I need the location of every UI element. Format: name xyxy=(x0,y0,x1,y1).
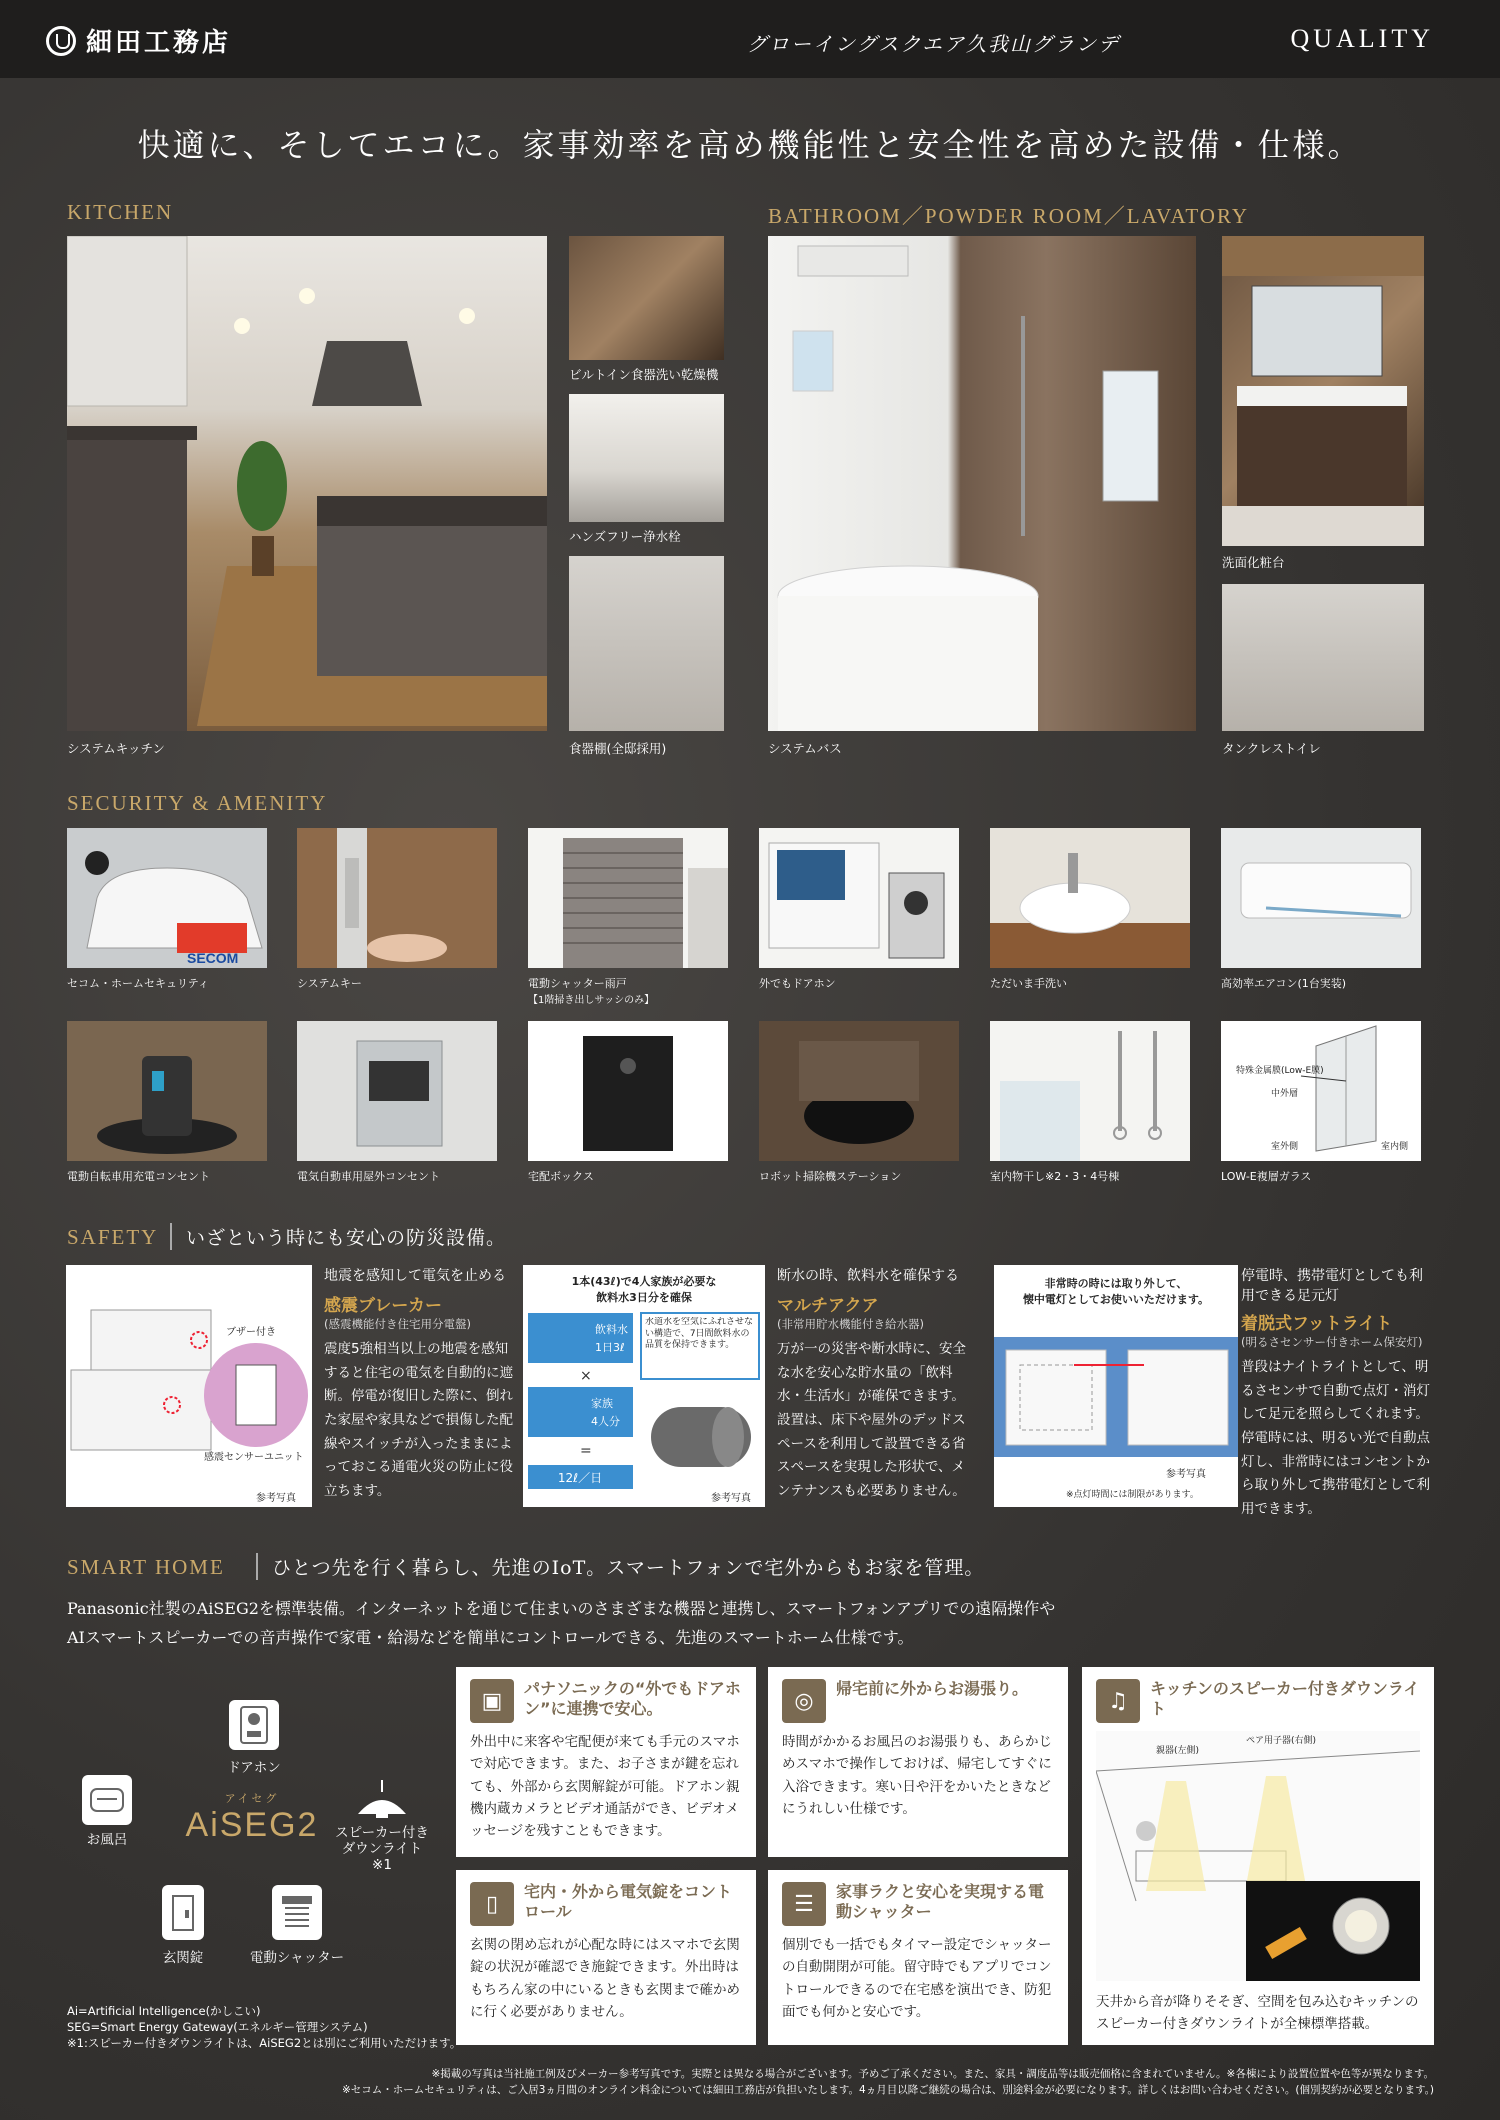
drying-rack-photo xyxy=(990,1021,1190,1161)
aqua-label-ref: 参考写真 xyxy=(711,1493,751,1504)
robot-illustration xyxy=(759,1021,959,1161)
doorphone-label: ドアホン xyxy=(227,1760,281,1776)
footlight-text-block xyxy=(1241,1265,1436,1521)
card-shutter-icon: ☰ xyxy=(782,1882,826,1926)
aqua-label-family: 家族 xyxy=(591,1397,613,1410)
aiseg-name: AiSEG2 xyxy=(185,1806,319,1844)
card-lock xyxy=(456,1870,756,2045)
footlight-illustration xyxy=(994,1265,1238,1507)
breaker-note: (感震機能付き住宅用分電盤) xyxy=(324,1317,471,1331)
card-shutter-body: 個別でも一括でもタイマー設定でシャッターの自動開閉が可能。留守時でもアプリでコントロールできるので在宅感を演出でき、防犯面でも何かと安心です。 xyxy=(782,1937,1052,2020)
vanity-illustration xyxy=(1222,236,1424,546)
page-headline: 快適に、そしてエコに。家事効率を高め機能性と安全性を高めた設備・仕様。 xyxy=(137,126,1363,164)
card-lock-icon: ▯ xyxy=(470,1882,514,1926)
safety-section-title: SAFETY xyxy=(67,1225,159,1249)
breaker-label-buzzer: ブザー付き xyxy=(226,1327,276,1338)
card-bath-body: 時間がかかるお風呂のお湯張りも、あらかじめスマホで操作しておけば、帰宅してすぐに入浴できます。寒い日や汗をかいたときなどにうれしい仕様です。 xyxy=(782,1734,1052,1817)
smart-notes xyxy=(67,2003,461,2051)
aqua-label-water: 飲料水 xyxy=(595,1323,628,1336)
shutter-photo xyxy=(528,828,728,968)
speaker-downlight-icon xyxy=(352,1780,412,1830)
breaker-label-sensor: 感震センサーユニット xyxy=(204,1452,304,1463)
smart-note-speaker: ※1:スピーカー付きダウンライトは、AiSEG2とは別にご利用いただけます。 xyxy=(67,2036,462,2051)
breaker-body: 震度5強相当以上の地震を感知すると住宅の電気を自動的に遮断。停電が復旧した際に、倒れた家屋や家具などで損傷した配線やスイッチが入ったままによっておこる通電火災の防止に役立ちます。 xyxy=(324,1341,513,1499)
aqua-label-total: 12ℓ／日 xyxy=(557,1471,603,1485)
ev-outlet-caption: 電気自動車用屋外コンセント xyxy=(297,1170,440,1183)
bath-icon xyxy=(82,1775,132,1825)
footlight-note: (明るさセンサー付きホーム保安灯) xyxy=(1241,1335,1423,1349)
safety-subtitle: いざという時にも安心の防災設備。 xyxy=(170,1223,506,1250)
bath-label: お風呂 xyxy=(86,1832,128,1848)
card-lock-title: 宅内・外から電気錠をコントロール xyxy=(524,1882,733,1921)
property-name: グローイングスクエア久我山グランデ xyxy=(747,32,1120,56)
aiseg-logo xyxy=(177,1790,327,1845)
doorphone-illustration xyxy=(759,828,959,968)
footlight-label-limit: ※点灯時間には制限があります。 xyxy=(1066,1490,1199,1500)
doorphone-caption: 外でもドアホン xyxy=(759,977,836,990)
secom-car-illustration xyxy=(67,828,267,968)
breaker-image xyxy=(66,1265,312,1507)
footlight-image xyxy=(994,1265,1238,1507)
breaker-name: 感震ブレーカー xyxy=(324,1296,442,1316)
door-handle-illustration xyxy=(297,828,497,968)
breaker-text-block xyxy=(324,1265,514,1503)
faucet-caption: ハンズフリー浄水栓 xyxy=(569,529,681,544)
handwash-photo xyxy=(990,828,1190,968)
security-section-title: SECURITY & AMENITY xyxy=(67,791,328,815)
shutter-illustration xyxy=(528,828,728,968)
secom-logo-text: SECOM xyxy=(187,950,239,966)
aqua-label-perday: 1日3ℓ xyxy=(595,1341,625,1354)
smart-note-seg: SEG=Smart Energy Gateway(エネルギー管理システム) xyxy=(67,2020,368,2035)
smart-intro-line1: Panasonic社製のAiSEG2を標準装備。インターネットを通じて住まいのさまざまな機器と連携し、スマートフォンアプリでの遠隔操作や xyxy=(67,1599,1056,1618)
handwash-illustration xyxy=(990,828,1190,968)
multi-aqua-text-block xyxy=(777,1265,977,1503)
toilet-caption: タンクレストイレ xyxy=(1222,741,1321,756)
door-lock-icon xyxy=(162,1885,204,1940)
card-bath xyxy=(768,1667,1068,1857)
aqua-label-equals: = xyxy=(580,1443,592,1459)
speaker-room-illustration xyxy=(1096,1731,1420,1981)
card-bath-title: 帰宅前に外からお湯張り。 xyxy=(836,1679,1029,1698)
system-key-photo xyxy=(297,828,497,968)
card-bath-icon: ◎ xyxy=(782,1679,826,1723)
bath-illustration xyxy=(768,236,1196,731)
system-key-caption: システムキー xyxy=(297,977,362,990)
multi-aqua-heading: 断水の時、飲料水を確保する xyxy=(777,1268,959,1284)
footlight-heading: 停電時、携帯電灯としても利用できる足元灯 xyxy=(1241,1268,1423,1304)
quality-label: QUALITY xyxy=(1290,24,1434,53)
card-speaker xyxy=(1082,1667,1434,2045)
aircon-caption: 高効率エアコン(1台実装) xyxy=(1221,977,1347,990)
smart-note-ai: Ai=Artificial Intelligence(かしこい) xyxy=(67,2004,261,2018)
system-bath-caption: システムバス xyxy=(768,741,842,756)
system-kitchen-photo xyxy=(67,236,547,731)
robot-station-caption: ロボット掃除機ステーション xyxy=(759,1170,902,1183)
glass-label-coating: 特殊金属膜(Low-E膜) xyxy=(1236,1066,1324,1076)
card-doorphone xyxy=(456,1667,756,1857)
faucet-photo xyxy=(569,394,724,522)
card-speaker-title: キッチンのスピーカー付きダウンライト xyxy=(1150,1679,1420,1718)
card-doorphone-body: 外出中に来客や宅配便が来ても手元のスマホで対応できます。また、お子さまが鍵を忘れても、外部から玄関解錠が可能。ドアホン親機内蔵カメラとビデオ通話ができ、ビデオメッセージを残すこともできます。 xyxy=(470,1734,740,1840)
company-emblem-icon xyxy=(46,26,76,56)
footer-notes xyxy=(342,2066,1434,2099)
multi-aqua-image xyxy=(523,1265,765,1507)
ebike-charger-caption: 電動自転車用充電コンセント xyxy=(67,1170,210,1183)
footlight-label-ref: 参考写真 xyxy=(1166,1469,1206,1480)
handwash-caption: ただいま手洗い xyxy=(990,977,1067,990)
door-lock-label: 玄関錠 xyxy=(162,1950,204,1966)
shutter-note: 【1階掃き出しサッシのみ】 xyxy=(528,995,655,1006)
glass-label-layer: 中外層 xyxy=(1271,1089,1299,1099)
ev-outlet-illustration xyxy=(297,1021,497,1161)
multi-aqua-note: (非常用貯水機能付き給水器) xyxy=(777,1317,924,1331)
card-shutter-title: 家事ラクと安心を実現する電動シャッター xyxy=(836,1882,1045,1921)
speaker-downlight-label: スピーカー付き ダウンライト※1 xyxy=(335,1825,429,1874)
dishwasher-caption: ビルトイン食器洗い乾燥機 xyxy=(569,367,719,382)
delivery-box-photo xyxy=(528,1021,728,1161)
breaker-heading: 地震を感知して電気を止める xyxy=(324,1268,506,1284)
aircon-illustration xyxy=(1221,828,1421,968)
drying-rack-caption: 室内物干し※2・3・4号棟 xyxy=(990,1170,1120,1183)
card-speaker-body: 天井から音が降りそそぎ、空間を包み込むキッチンのスピーカー付きダウンライトが全棟標準搭載。 xyxy=(1096,1994,1419,2033)
glass-diagram xyxy=(1221,1021,1421,1161)
delivery-box-illustration xyxy=(528,1021,728,1161)
multi-aqua-name: マルチアクア xyxy=(777,1296,879,1316)
aqua-quality-note-wrap xyxy=(645,1317,757,1377)
card-shutter xyxy=(768,1870,1068,2045)
footlight-body: 普段はナイトライトとして、明るさセンサで自動で点灯・消灯して足元を照らしてくれます。停電時には、明るい光で自動点灯し、非常時にはコンセントから取り外して携帯電灯として利用できます。 xyxy=(1241,1359,1430,1517)
aqua-quality-note: 水道水を空気にふれさせない構造で、7日間飲料水の品質を保持できます。 xyxy=(645,1317,754,1351)
aiseg-diagram xyxy=(67,1680,437,1980)
footlight-name: 着脱式フットライト xyxy=(1241,1314,1393,1334)
charger-illustration xyxy=(67,1021,267,1161)
bathroom-section-title: BATHROOM／POWDER ROOM／LAVATORY xyxy=(768,204,1249,228)
lowe-glass-caption: LOW-E複層ガラス xyxy=(1221,1170,1312,1183)
ev-outlet-photo xyxy=(297,1021,497,1161)
aqua-label-line2: 飲料水3日分を確保 xyxy=(596,1291,692,1304)
smart-subtitle: ひとつ先を行く暮らし、先進のIoT。スマートフォンで宅外からもお家を管理。 xyxy=(256,1553,984,1580)
smart-section-title: SMART HOME xyxy=(67,1555,225,1579)
shutter-icon xyxy=(272,1885,322,1940)
glass-label-inside: 室内側 xyxy=(1381,1142,1409,1152)
card-lock-body: 玄関の閉め忘れが心配な時にはスマホで玄関錠の状況が確認でき施錠できます。外出時はもちろん家の中にいるときも玄関まで確かめに行く必要がありません。 xyxy=(470,1937,740,2020)
footlight-label-line1: 非常時の時には取り外して、 xyxy=(1044,1277,1188,1290)
aircon-photo xyxy=(1221,828,1421,968)
aqua-label-line1: 1本(43ℓ)で4人家族が必要な xyxy=(571,1275,717,1288)
system-kitchen-caption: システムキッチン xyxy=(67,741,165,756)
cupboard-photo xyxy=(569,556,724,731)
lowe-glass-photo xyxy=(1221,1021,1421,1161)
speaker-label-master: 親器(左側) xyxy=(1156,1746,1200,1756)
company-name: 細田工務店 xyxy=(86,28,232,58)
doorphone-icon xyxy=(229,1700,279,1750)
multi-aqua-body: 万が一の災害や断水時に、安全な水を安心な貯水量の「飲料水・生活水」が確保できます。設置は、床下や屋外のデッドスペースを利用して設置できる省スペースを実現した形状で、メンテナンスも必要ありません。 xyxy=(777,1341,966,1499)
smart-intro-line2: AIスマートスピーカーでの音声操作で家電・給湯などを簡単にコントロールできる、先進のスマートホーム仕様です。 xyxy=(67,1627,914,1647)
drying-rack-illustration xyxy=(990,1021,1190,1161)
vanity-caption: 洗面化粧台 xyxy=(1222,555,1285,570)
secom-photo xyxy=(67,828,267,968)
card-doorphone-icon: ▣ xyxy=(470,1679,514,1723)
secom-caption: セコム・ホームセキュリティ xyxy=(67,977,209,990)
smart-intro xyxy=(67,1595,1447,1653)
footlight-label-line2: 懐中電灯としてお使いいただけます。 xyxy=(1022,1293,1210,1306)
card-speaker-icon: ♫ xyxy=(1096,1679,1140,1723)
shutter-label: 電動シャッター xyxy=(249,1950,345,1966)
breaker-illustration xyxy=(66,1265,312,1507)
robot-station-photo xyxy=(759,1021,959,1161)
doorphone-photo xyxy=(759,828,959,968)
ebike-charger-photo xyxy=(67,1021,267,1161)
speaker-label-pair: ペア用子器(右側) xyxy=(1246,1736,1317,1746)
vanity-photo xyxy=(1222,236,1424,546)
breaker-label-ref: 参考写真 xyxy=(256,1493,296,1504)
card-doorphone-title: パナソニックの“外でもドアホン”に連携で安心。 xyxy=(524,1679,741,1718)
company-logo[interactable] xyxy=(46,22,231,59)
footer-note-photos: ※掲載の写真は当社施工例及びメーカー参考写真です。実際とは異なる場合がございます。予めご了承ください。また、家具・調度品等は販売価格に含まれていません。※各棟により設置位置や色等が異なります。 xyxy=(431,2068,1434,2080)
multi-aqua-illustration xyxy=(523,1265,765,1507)
cupboard-caption: 食器棚(全邸採用) xyxy=(569,741,667,756)
kitchen-section-title: KITCHEN xyxy=(67,200,174,224)
aqua-label-four: 4人分 xyxy=(591,1415,620,1428)
aqua-label-times: × xyxy=(580,1368,592,1384)
aiseg-ruby: アイセグ xyxy=(224,1792,280,1805)
toilet-photo xyxy=(1222,584,1424,731)
shutter-caption: 電動シャッター雨戸 xyxy=(528,977,627,990)
system-bath-photo xyxy=(768,236,1196,731)
kitchen-illustration xyxy=(67,236,547,731)
glass-label-outside: 室外側 xyxy=(1271,1142,1299,1152)
footer-note-secom: ※セコム・ホームセキュリティは、ご入居3ヵ月間のオンライン料金については細田工務店が負担いたします。4ヵ月目以降ご継続の場合は、別途料金が必要になります。詳しくはお問い合わせください。(個別契約が必要となります。) xyxy=(341,2084,1434,2097)
delivery-box-caption: 宅配ボックス xyxy=(528,1170,594,1183)
dishwasher-photo xyxy=(569,236,724,360)
